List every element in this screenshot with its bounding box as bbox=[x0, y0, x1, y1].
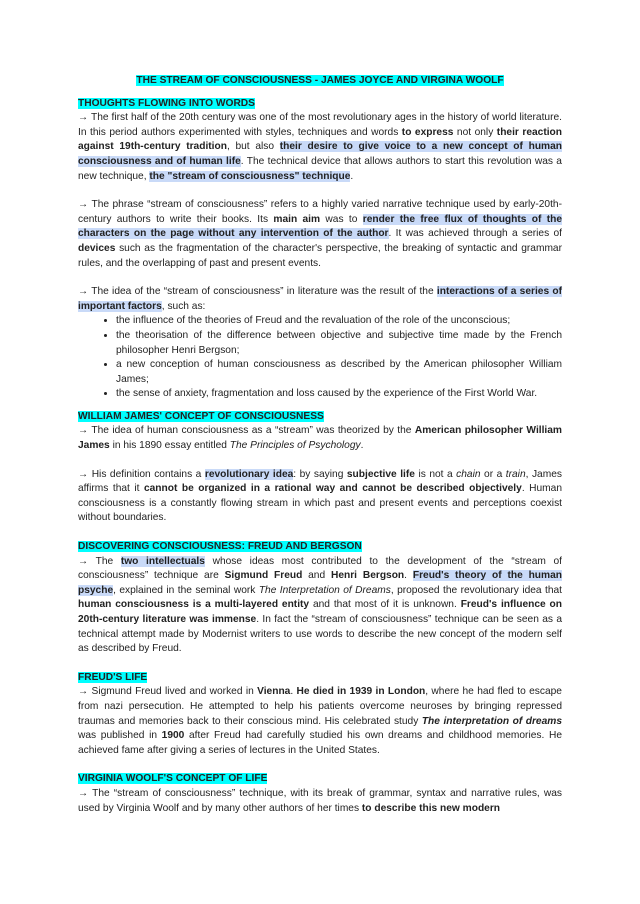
paragraph: → The idea of human consciousness as a “stream” was theorized by the American philosopher William James in his 1890 essay entitled The Principles of Psychology. bbox=[78, 425, 562, 452]
section-heading-text: THOUGHTS FLOWING INTO WORDS bbox=[78, 97, 255, 109]
list-item: • the sense of anxiety, fragmentation and loss caused by the experience of the First World War. bbox=[116, 387, 562, 402]
section-heading-text: VIRGINIA WOOLF'S CONCEPT OF LIFE bbox=[78, 773, 268, 785]
section-heading-text: WILLIAM JAMES' CONCEPT OF CONSCIOUSNESS bbox=[78, 410, 324, 422]
paragraph: → The idea of the “stream of consciousness” in literature was the result of the interactions of a series of important factors, such as: bbox=[78, 286, 562, 312]
section-heading-woolf bbox=[78, 772, 562, 787]
section-heading-freud-life bbox=[78, 671, 562, 686]
paragraph: → Sigmund Freud lived and worked in Vienna. He died in 1939 in London, where he had fled to escape from nazi persecution. He attempted to help his patients overcome neuroses by bringing repressed traumas and memories back to their conscious mind. His celebrated study The interpretation of dreams was published in 1900 after Freud had carefully studied his own dreams and childhood memories. He achieved fame after giving a series of lectures in the United States. bbox=[78, 686, 562, 756]
paragraph: → The first half of the 20th century was one of the most revolutionary ages in the history of world literature. In this period authors experimented with styles, techniques and words to express not only their reaction against 19th-century tradition, but also their desire to give voice to a new concept of human consciousness and of human life. The technical device that allows authors to start this revolution was a new technique, the "stream of consciousness" technique. bbox=[78, 112, 563, 182]
paragraph: → The “stream of consciousness” technique, with its break of grammar, syntax and narrative rules, was used by Virginia Woolf and by many other authors of her times to describe this new modern bbox=[78, 787, 562, 814]
document-title: THE STREAM OF CONSCIOUSNESS - JAMES JOYCE AND VIRGINA WOOLF bbox=[136, 75, 504, 86]
paragraph: → The phrase “stream of consciousness” refers to a highly varied narrative technique used by early-20th-century authors to write their books. Its main aim was to render the free flux of thoughts of the characters on the page without any intervention of the author. It was achieved through a series of devices such as the fragmentation of the character's perspective, the breaking of syntactic and grammar rules, and the overlapping of past and present events. bbox=[78, 199, 563, 269]
paragraph: → The two intellectuals whose ideas most contributed to the development of the “stream of consciousness” technique are Sigmund Freud and Henri Bergson. Freud's theory of the human psyche, explained in the seminal work The Interpretation of Dreams, proposed the revolutionary idea that human consciousness is a multi-layered entity and that most of it is unknown. Freud's influence on 20th-century literature was immense. In fact the “stream of consciousness” technique can be seen as a technical attempt made by Modernist writers to use words to describe the new concept of the modern self as described by Freud. bbox=[78, 555, 563, 655]
paragraph: → His definition contains a revolutionary idea: by saying subjective life is not a chain or a train, James affirms that it cannot be organized in a rational way and cannot be described objectively. Human consciousness is a constantly flowing stream in which past and present events and perceptions coexist without boundaries. bbox=[78, 468, 562, 524]
section-heading-text: FREUD'S LIFE bbox=[78, 671, 148, 683]
section-heading-thoughts bbox=[78, 97, 562, 112]
title-block bbox=[78, 74, 562, 89]
list-item: • the influence of the theories of Freud and the revaluation of the role of the unconscious; bbox=[116, 314, 562, 329]
section-heading-freud-bergson bbox=[78, 540, 562, 555]
section-heading-william-james bbox=[78, 410, 562, 425]
section-heading-text: DISCOVERING CONSCIOUSNESS: FREUD AND BERGSON bbox=[78, 541, 362, 553]
factors-list bbox=[78, 314, 562, 402]
list-item: • the theorisation of the difference between objective and subjective time made by the French philosopher Henri Bergson; bbox=[116, 329, 562, 358]
list-item: • a new conception of human consciousness as described by the American philosopher William James; bbox=[116, 358, 562, 387]
